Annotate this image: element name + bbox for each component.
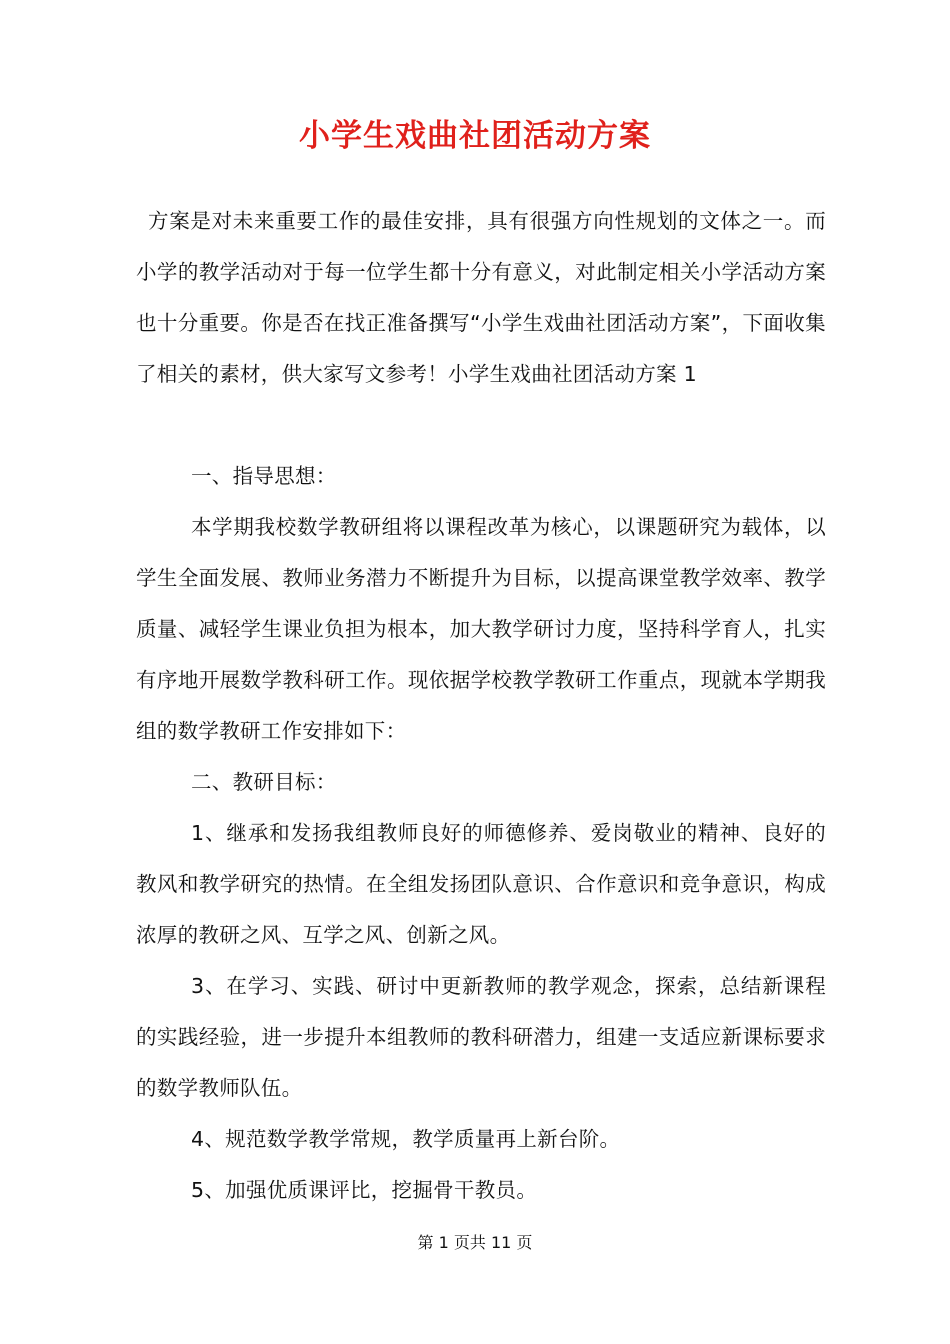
goal-item-5: 5、加强优质课评比，挖掘骨干教员。 bbox=[191, 1178, 538, 1202]
goal-item-1: 1、继承和发扬我组教师良好的师德修养、爱岗敬业的精神、良好的教风和教学研究的热情。在全组发扬团队意识、合作意识和竞争意识，构成浓厚的教研之风、互学之风、创新之风。 bbox=[136, 821, 826, 947]
goal-item-3: 3、在学习、实践、研讨中更新教师的教学观念，探索，总结新课程的实践经验，进一步提升本组教师的教科研潜力，组建一支适应新课标要求的数学教师队伍。 bbox=[136, 974, 826, 1100]
page-footer: 第 1 页共 11 页 bbox=[417, 1233, 533, 1252]
document-title: 小学生戏曲社团活动方案 bbox=[299, 118, 651, 154]
section-heading-guiding-thought: 一、指导思想： bbox=[191, 464, 337, 488]
goal-item-4: 4、规范数学教学常规，教学质量再上新台阶。 bbox=[191, 1127, 621, 1151]
guiding-thought-paragraph: 本学期我校数学教研组将以课程改革为核心，以课题研究为载体，以学生全面发展、教师业务潜力不断提升为目标，以提高课堂教学效率、教学质量、减轻学生课业负担为根本，加大教学研讨力度，坚持科学育人，扎实有序地开展数学教科研工作。现依据学校教学教研工作重点，现就本学期我组的数学教研工作安排如下： bbox=[136, 515, 826, 743]
section-heading-research-goals: 二、教研目标： bbox=[191, 770, 337, 794]
intro-paragraph: 方案是对未来重要工作的最佳安排，具有很强方向性规划的文体之一。而小学的教学活动对于每一位学生都十分有意义，对此制定相关小学活动方案也十分重要。你是否在找正准备撰写“小学生戏曲社团活动方案”，下面收集了相关的素材，供大家写文参考！小学生戏曲社团活动方案 1 bbox=[136, 209, 826, 386]
